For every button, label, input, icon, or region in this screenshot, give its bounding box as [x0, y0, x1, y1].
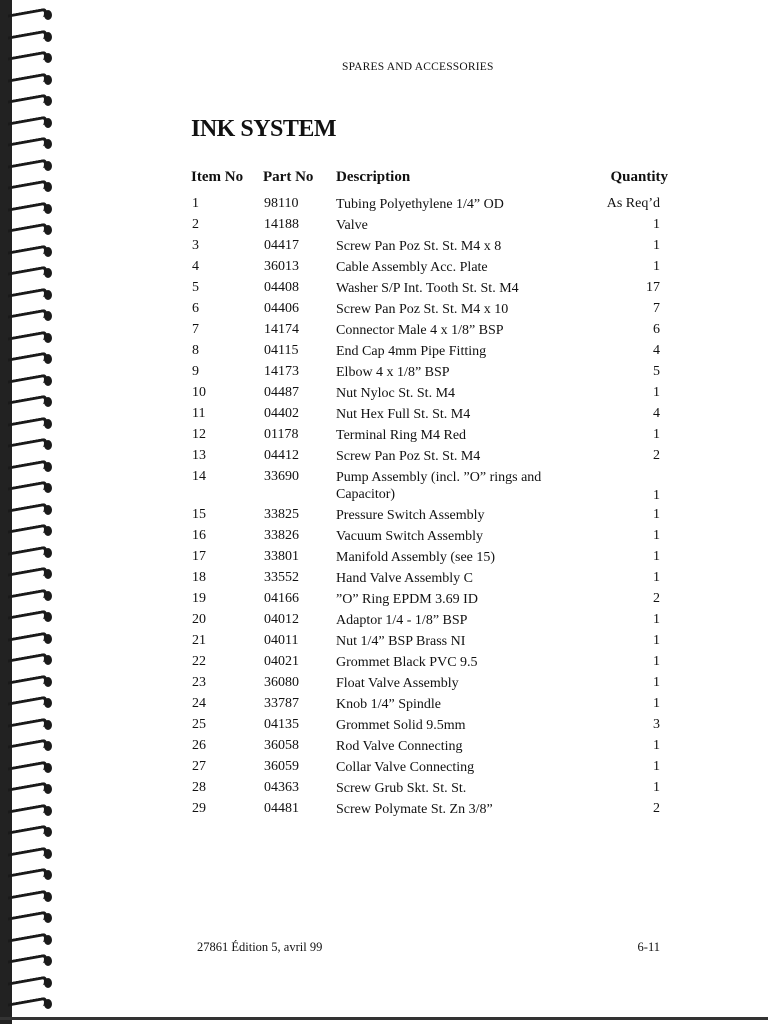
- item-number: 11: [192, 406, 206, 421]
- item-number: 26: [192, 738, 206, 753]
- description: Pump Assembly (incl. ”O” rings and Capacitor): [336, 470, 542, 502]
- item-number: 17: [192, 549, 206, 564]
- part-number: 04011: [264, 633, 299, 648]
- description: Hand Valve Assembly C: [336, 571, 474, 586]
- part-number: 04115: [264, 343, 299, 358]
- part-number: 36013: [264, 259, 299, 274]
- description: Pressure Switch Assembly: [336, 508, 485, 523]
- quantity: 1: [653, 488, 660, 503]
- description: Valve: [336, 218, 368, 233]
- quantity: 1: [653, 633, 660, 648]
- item-number: 14: [192, 469, 206, 484]
- parts-table: [0, 196, 768, 822]
- description: Knob 1/4” Spindle: [336, 697, 441, 712]
- table-row: [0, 570, 768, 591]
- item-number: 20: [192, 612, 206, 627]
- quantity: 17: [646, 280, 660, 295]
- item-number: 16: [192, 528, 206, 543]
- description: Cable Assembly Acc. Plate: [336, 260, 488, 275]
- binding-ring: [2, 51, 54, 65]
- table-row: [0, 528, 768, 549]
- quantity: 1: [653, 385, 660, 400]
- description: Tubing Polyethylene 1/4” OD: [336, 197, 504, 212]
- table-row: [0, 654, 768, 675]
- table-row: [0, 406, 768, 427]
- quantity: 1: [653, 654, 660, 669]
- binding-ring: [2, 933, 54, 947]
- part-number: 04012: [264, 612, 299, 627]
- item-number: 18: [192, 570, 206, 585]
- part-number: 33552: [264, 570, 299, 585]
- table-row: [0, 675, 768, 696]
- binding-ring: [2, 137, 54, 151]
- table-row: [0, 717, 768, 738]
- description: Nut Hex Full St. St. M4: [336, 407, 471, 422]
- table-row: [0, 591, 768, 612]
- bottom-edge: [0, 1017, 768, 1020]
- description: Elbow 4 x 1/8” BSP: [336, 365, 450, 380]
- description: Nut Nyloc St. St. M4: [336, 386, 456, 401]
- table-row: [0, 427, 768, 448]
- item-number: 22: [192, 654, 206, 669]
- section-header: SPARES AND ACCESSORIES: [342, 61, 494, 73]
- table-row: [0, 217, 768, 238]
- column-header-quantity: Quantity: [610, 169, 668, 185]
- item-number: 19: [192, 591, 206, 606]
- description: Terminal Ring M4 Red: [336, 428, 467, 443]
- item-number: 12: [192, 427, 206, 442]
- part-number: 04481: [264, 801, 299, 816]
- quantity: 4: [653, 406, 660, 421]
- binding-ring: [2, 997, 54, 1011]
- description: Vacuum Switch Assembly: [336, 529, 483, 544]
- part-number: 04487: [264, 385, 299, 400]
- part-number: 33825: [264, 507, 299, 522]
- footer-page-number: 6-11: [637, 940, 660, 954]
- description: Rod Valve Connecting: [336, 739, 463, 754]
- table-row: [0, 238, 768, 259]
- quantity: 1: [653, 759, 660, 774]
- description: Float Valve Assembly: [336, 676, 459, 691]
- item-number: 23: [192, 675, 206, 690]
- table-row: [0, 633, 768, 654]
- table-row: [0, 385, 768, 406]
- part-number: 04402: [264, 406, 299, 421]
- item-number: 4: [192, 259, 199, 274]
- part-number: 04166: [264, 591, 299, 606]
- part-number: 04363: [264, 780, 299, 795]
- part-number: 04417: [264, 238, 299, 253]
- table-row: [0, 759, 768, 780]
- column-header-item: Item No: [191, 169, 244, 185]
- table-row: [0, 259, 768, 280]
- column-header-part: Part No: [263, 169, 314, 185]
- quantity: 1: [653, 696, 660, 711]
- item-number: 8: [192, 343, 199, 358]
- item-number: 29: [192, 801, 206, 816]
- description: Manifold Assembly (see 15): [336, 550, 496, 565]
- binding-ring: [2, 94, 54, 108]
- item-number: 6: [192, 301, 199, 316]
- quantity: 1: [653, 427, 660, 442]
- quantity: 1: [653, 238, 660, 253]
- table-row: [0, 507, 768, 528]
- description: Collar Valve Connecting: [336, 760, 475, 775]
- binding-ring: [2, 847, 54, 861]
- binding-ring: [2, 159, 54, 173]
- description: Screw Grub Skt. St. St.: [336, 781, 467, 796]
- part-number: 33826: [264, 528, 299, 543]
- table-row: [0, 280, 768, 301]
- quantity: 1: [653, 507, 660, 522]
- binding-ring: [2, 890, 54, 904]
- part-number: 14173: [264, 364, 299, 379]
- footer-edition: 27861 Édition 5, avril 99: [197, 940, 323, 954]
- quantity: 1: [653, 259, 660, 274]
- description: Connector Male 4 x 1/8” BSP: [336, 323, 504, 338]
- item-number: 13: [192, 448, 206, 463]
- table-row: [0, 448, 768, 469]
- part-number: 04135: [264, 717, 299, 732]
- item-number: 21: [192, 633, 206, 648]
- part-number: 36080: [264, 675, 299, 690]
- table-row: [0, 301, 768, 322]
- table-row: [0, 738, 768, 759]
- item-number: 25: [192, 717, 206, 732]
- description: Nut 1/4” BSP Brass NI: [336, 634, 466, 649]
- item-number: 24: [192, 696, 206, 711]
- part-number: 14188: [264, 217, 299, 232]
- quantity: 5: [653, 364, 660, 379]
- quantity: 6: [653, 322, 660, 337]
- quantity: 1: [653, 217, 660, 232]
- description: Screw Pan Poz St. St. M4: [336, 449, 481, 464]
- quantity: 1: [653, 570, 660, 585]
- part-number: 36059: [264, 759, 299, 774]
- quantity: 4: [653, 343, 660, 358]
- quantity: 1: [653, 675, 660, 690]
- quantity: 3: [653, 717, 660, 732]
- table-row: [0, 343, 768, 364]
- item-number: 10: [192, 385, 206, 400]
- binding-ring: [2, 868, 54, 882]
- binding-ring: [2, 976, 54, 990]
- item-number: 27: [192, 759, 206, 774]
- description: Grommet Black PVC 9.5: [336, 655, 478, 670]
- quantity: 2: [653, 448, 660, 463]
- column-header-description: Description: [336, 169, 411, 185]
- binding-ring: [2, 8, 54, 22]
- description: Screw Pan Poz St. St. M4 x 8: [336, 239, 502, 254]
- binding-ring: [2, 911, 54, 925]
- quantity: 1: [653, 738, 660, 753]
- item-number: 15: [192, 507, 206, 522]
- part-number: 36058: [264, 738, 299, 753]
- description: Grommet Solid 9.5mm: [336, 718, 466, 733]
- part-number: 14174: [264, 322, 299, 337]
- item-number: 2: [192, 217, 199, 232]
- item-number: 1: [192, 196, 199, 211]
- part-number: 33690: [264, 469, 299, 484]
- binding-ring: [2, 116, 54, 130]
- description: ”O” Ring EPDM 3.69 ID: [336, 592, 478, 607]
- description: Screw Pan Poz St. St. M4 x 10: [336, 302, 509, 317]
- item-number: 9: [192, 364, 199, 379]
- binding-ring: [2, 30, 54, 44]
- part-number: 33801: [264, 549, 299, 564]
- binding-ring: [2, 180, 54, 194]
- table-row: [0, 612, 768, 633]
- part-number: 04408: [264, 280, 299, 295]
- item-number: 5: [192, 280, 199, 295]
- quantity: 2: [653, 801, 660, 816]
- quantity: 7: [653, 301, 660, 316]
- quantity: As Req’d: [606, 196, 660, 211]
- part-number: 98110: [264, 196, 299, 211]
- description: Screw Polymate St. Zn 3/8”: [336, 802, 493, 817]
- description: End Cap 4mm Pipe Fitting: [336, 344, 487, 359]
- table-row: [0, 364, 768, 385]
- part-number: 04412: [264, 448, 299, 463]
- part-number: 33787: [264, 696, 299, 711]
- table-row: [0, 549, 768, 570]
- quantity: 1: [653, 612, 660, 627]
- table-row: [0, 469, 768, 507]
- table-row: [0, 322, 768, 343]
- quantity: 1: [653, 549, 660, 564]
- description: Adaptor 1/4 - 1/8” BSP: [336, 613, 468, 628]
- item-number: 7: [192, 322, 199, 337]
- quantity: 2: [653, 591, 660, 606]
- table-row: [0, 780, 768, 801]
- part-number: 01178: [264, 427, 299, 442]
- page-title: INK SYSTEM: [191, 116, 337, 142]
- description: Washer S/P Int. Tooth St. St. M4: [336, 281, 519, 296]
- binding-ring: [2, 73, 54, 87]
- binding-ring: [2, 825, 54, 839]
- part-number: 04021: [264, 654, 299, 669]
- table-row: [0, 801, 768, 822]
- table-row: [0, 196, 768, 217]
- quantity: 1: [653, 780, 660, 795]
- table-row: [0, 696, 768, 717]
- quantity: 1: [653, 528, 660, 543]
- binding-ring: [2, 954, 54, 968]
- item-number: 3: [192, 238, 199, 253]
- item-number: 28: [192, 780, 206, 795]
- part-number: 04406: [264, 301, 299, 316]
